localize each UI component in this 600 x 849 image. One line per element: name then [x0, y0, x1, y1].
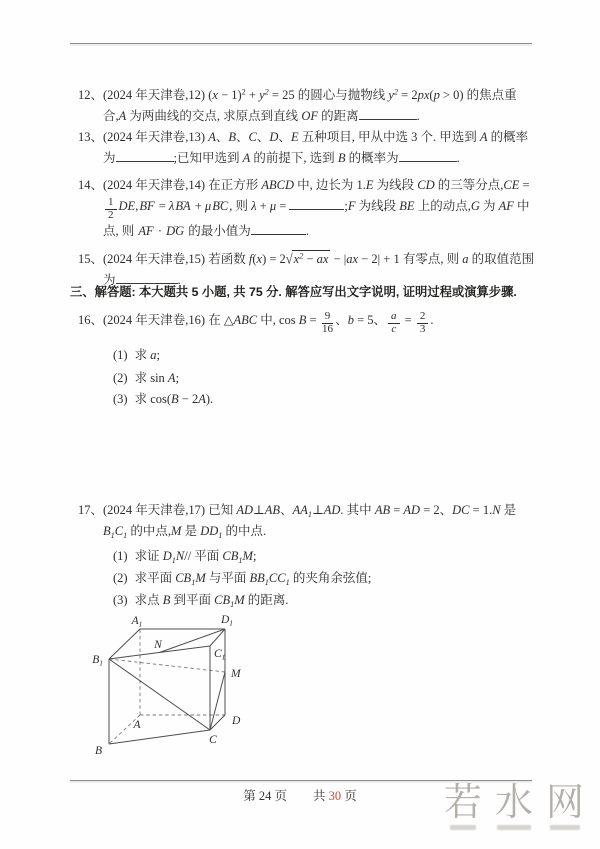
fraction: [417, 311, 429, 335]
math-var: $CB_1$: [222, 549, 243, 565]
math-var: G: [470, 199, 480, 213]
question-text: [135, 568, 570, 589]
question: [78, 500, 538, 542]
text-run: ) = 2: [262, 252, 286, 266]
math-var: μ: [204, 199, 212, 213]
math-var: A: [479, 130, 488, 144]
text-run: 中点, 则: [103, 199, 530, 238]
radicand: [292, 250, 331, 266]
text-run: ).: [205, 392, 214, 406]
math-var: $CB_1$: [175, 571, 196, 587]
math-var: B: [171, 392, 179, 406]
subscript: 1: [218, 530, 223, 540]
vertex-label: $B_1$: [92, 654, 103, 668]
math-var: B: [162, 593, 171, 607]
watermark-char: 若: [444, 782, 483, 824]
vertex-label: B: [94, 745, 102, 757]
fraction-denominator: c: [391, 322, 397, 335]
text-run: (2024 年天津卷,13): [103, 130, 209, 144]
math-var: $C_1$: [114, 524, 128, 540]
superscript: 2: [299, 251, 304, 261]
fraction-numerator: 1: [105, 197, 117, 210]
vector: DG →: [166, 221, 184, 242]
text-run: 的距离.: [244, 593, 289, 607]
math-var: b: [347, 313, 354, 327]
total-pages-number: 30: [328, 789, 342, 803]
math-var: λ: [168, 199, 175, 213]
fraction: [322, 311, 334, 335]
text-run: 、: [215, 130, 229, 144]
math-var: M: [234, 593, 245, 607]
subscript: 1: [264, 577, 269, 587]
question-text: [135, 546, 570, 567]
superscript: 2: [393, 87, 399, 97]
text-run: . 其中: [340, 503, 375, 517]
math-var: μ: [269, 199, 277, 213]
question-number: (2): [113, 571, 128, 585]
text-run: = 2: [398, 88, 418, 102]
text-run: 求 sin: [134, 371, 168, 385]
math-var: A: [242, 151, 251, 165]
math-var: E: [290, 130, 299, 144]
text-run: =: [519, 178, 530, 192]
text-run: ;: [173, 151, 178, 165]
text-run: (: [252, 252, 257, 266]
text-run: = 1.: [469, 503, 493, 517]
sqrt-expression: [286, 252, 331, 266]
prism-svg: [88, 612, 258, 764]
watermark-column: [546, 783, 584, 830]
vertex-label: N: [154, 639, 162, 651]
total-prefix: 共: [312, 789, 329, 803]
question-number: (1): [113, 348, 128, 362]
question-number: 13、: [78, 130, 104, 144]
fraction-numerator: 2: [417, 311, 429, 324]
text-run: (2024 年天津卷,14) 在正方形: [103, 178, 262, 192]
question-number: 16、: [78, 313, 104, 327]
header-rule: [70, 43, 532, 44]
math-var: x: [256, 252, 263, 266]
vertex-label: $C_1$: [214, 648, 226, 662]
question: [78, 127, 538, 169]
text-run: 求: [134, 348, 151, 362]
text-run: // 平面: [184, 549, 223, 563]
fraction: [105, 197, 117, 221]
text-run: 的最小值为: [185, 223, 251, 238]
question: [78, 310, 538, 335]
text-run: 是: [181, 524, 201, 538]
text-run: 五种项目, 甲从中选 3 个. 甲选到: [298, 130, 480, 144]
text-run: 的概率为: [103, 130, 529, 165]
text-run: 、: [236, 130, 249, 144]
figure-edge: [210, 672, 225, 730]
text-run: (2024 年天津卷,17) 已知: [103, 503, 237, 517]
math-var: DC: [452, 503, 470, 517]
fraction-numerator: 9: [322, 311, 334, 324]
math-var: AF: [498, 199, 514, 213]
question: [78, 85, 538, 127]
question-text: [135, 590, 570, 611]
text-run: − 1)$^2$: [217, 87, 246, 102]
math-var: ABC: [233, 313, 258, 327]
vector: BF →: [139, 196, 154, 217]
text-run: .: [430, 313, 434, 327]
text-run: , 则: [229, 199, 252, 213]
text-run: 已知甲选到: [177, 151, 243, 165]
text-run: 中, cos: [257, 313, 299, 327]
question-number: (2): [113, 371, 128, 385]
math-var: $BB_1$: [249, 571, 269, 587]
question: [78, 175, 538, 242]
vertex-label: D: [232, 715, 241, 727]
math-var: OF: [301, 109, 318, 123]
text-run: ,: [135, 199, 139, 213]
text-run: ⊥: [253, 503, 265, 517]
radical-sign: √: [285, 251, 293, 267]
math-var: A: [118, 109, 127, 123]
watermark: [444, 783, 584, 830]
text-run: 的取值范围为: [103, 252, 535, 287]
answer-blank: [359, 107, 417, 120]
math-var: $CC_1$: [268, 571, 290, 587]
question-number: 12、: [78, 88, 104, 102]
text-run: =: [276, 199, 290, 213]
figure-hidden-edge: [109, 659, 225, 672]
watermark-char: 水: [495, 782, 534, 824]
math-var: BE: [399, 199, 415, 213]
question-text: [103, 500, 538, 542]
text-run: 的前提下, 选到: [250, 151, 338, 165]
text-run: =: [401, 313, 415, 327]
text-run: = 5、: [353, 313, 387, 327]
math-var: A: [198, 392, 206, 406]
total-suffix: 页: [341, 789, 357, 803]
fraction-denominator: 3: [419, 322, 426, 335]
text-run: ;: [175, 371, 180, 385]
question-number: (3): [113, 593, 128, 607]
question-text: [103, 127, 538, 169]
text-run: 是: [500, 503, 517, 517]
math-var: $y^2$: [259, 87, 269, 102]
math-var: CD: [417, 178, 435, 192]
subscript: 1: [285, 577, 290, 587]
math-var: $y^2$: [388, 87, 399, 102]
sub-question: [113, 345, 570, 366]
text-run: ·: [154, 223, 166, 238]
vertex-label: $D_1$: [220, 614, 234, 628]
text-run: (2024 年天津卷,15) 若函数: [103, 252, 249, 266]
question-text: [103, 175, 538, 242]
text-run: − 2: [178, 392, 199, 406]
text-run: (: [429, 88, 434, 102]
text-run: ⊥: [311, 503, 324, 517]
text-run: =: [390, 503, 404, 517]
footer-rule: [70, 780, 532, 781]
text-run: 中, 边长为 1.: [293, 178, 366, 192]
math-var: x: [212, 88, 218, 102]
text-run: 为线段: [373, 178, 418, 192]
text-run: .: [456, 151, 460, 165]
math-var: a: [150, 348, 157, 362]
text-run: 、: [256, 130, 270, 144]
text-run: 求 cos(: [134, 392, 172, 406]
math-var: B: [298, 313, 307, 327]
text-run: 求证: [134, 549, 163, 563]
math-var: M: [242, 549, 253, 563]
section-header: 三、解答题: 本大题共 5 小题, 共 75 分. 解答应写出文字说明, 证明过程或演算步骤.: [70, 285, 517, 299]
math-var: ax: [346, 252, 359, 266]
subscript: 1: [238, 555, 243, 565]
text-run: .: [416, 109, 420, 123]
subscript: 1: [191, 577, 196, 587]
vector: AF →: [138, 221, 153, 242]
fraction-denominator: 16: [321, 322, 333, 335]
sub-question: [113, 546, 570, 567]
superscript: 2: [241, 87, 246, 97]
text-run: 、: [335, 313, 348, 327]
math-var: B: [337, 151, 346, 165]
math-var: F: [347, 199, 356, 213]
math-var: M: [195, 571, 206, 585]
text-run: 为两曲线的交点, 求原点到直线: [126, 109, 302, 123]
watermark-char: 网: [546, 782, 585, 824]
watermark-column: [495, 783, 533, 830]
fraction-numerator: a: [388, 311, 400, 324]
question-number: (1): [113, 549, 128, 563]
text-run: 与平面: [205, 571, 250, 585]
fraction: [388, 311, 400, 335]
total-pages-label: [313, 789, 357, 803]
math-var: f: [248, 252, 253, 266]
question-number: (3): [113, 392, 128, 406]
math-var: A: [167, 371, 176, 385]
fraction-denominator: 2: [108, 208, 114, 221]
figure-edge: [109, 659, 210, 730]
math-var: λ: [251, 199, 257, 213]
watermark-column: [444, 783, 482, 830]
math-var: N: [492, 503, 501, 517]
text-run: = 2、: [420, 503, 453, 517]
text-run: =: [155, 199, 169, 213]
text-run: 的距离: [317, 109, 359, 123]
math-var: M: [171, 524, 182, 538]
math-var: p: [433, 88, 440, 102]
answer-blank: [251, 222, 306, 235]
math-var: a: [462, 252, 469, 266]
question-text: [135, 368, 570, 389]
question-number: 17、: [78, 503, 104, 517]
watermark-subtext: [497, 825, 531, 830]
text-run: −: [303, 252, 317, 266]
math-var: AB: [264, 503, 281, 517]
vertex-label: M: [231, 668, 241, 680]
question-text: [135, 345, 570, 366]
text-run: 的中点,: [127, 524, 172, 538]
math-var: $DD_1$: [200, 524, 223, 540]
text-run: +: [245, 88, 260, 102]
math-var: N: [175, 549, 185, 563]
text-run: − |: [330, 252, 347, 266]
text-run: .: [305, 223, 309, 238]
sub-question: [113, 590, 570, 611]
text-run: =: [306, 313, 320, 327]
text-run: 的概率为: [345, 151, 399, 165]
text-run: − 2| + 1 有零点, 则: [358, 252, 463, 266]
subscript: 1: [307, 509, 312, 519]
question-number: 14、: [78, 178, 104, 192]
math-var: ax: [316, 252, 329, 266]
figure-edge: [109, 629, 140, 659]
vector: BC →: [212, 196, 228, 217]
superscript: 2: [264, 87, 269, 97]
question-text: [135, 389, 570, 410]
text-run: 的三等分点,: [434, 178, 504, 192]
math-var: DE: [118, 199, 136, 213]
subscript: 1: [123, 530, 128, 540]
text-run: ;: [156, 348, 160, 362]
question-text: [103, 85, 538, 127]
answer-blank: [116, 149, 174, 162]
text-run: = 25 的圆心与抛物线: [268, 88, 389, 102]
math-var: CE: [503, 178, 520, 192]
math-var: $CB_1$: [214, 593, 235, 609]
text-run: 为线段: [355, 199, 400, 213]
math-var: px: [417, 88, 430, 102]
text-run: ;: [252, 549, 257, 563]
subscript: 1: [110, 530, 115, 540]
text-run: 的中点.: [222, 524, 267, 538]
text-run: 求平面: [134, 571, 176, 585]
sub-question: [113, 568, 570, 589]
math-var: C: [248, 130, 257, 144]
vertex-label: C: [209, 734, 217, 746]
subscript: 1: [171, 555, 176, 565]
text-run: +: [191, 199, 205, 213]
text-run: .: [177, 273, 181, 287]
vertex-label: $A_1$: [131, 615, 143, 629]
question-text: [103, 310, 538, 335]
math-var: $x^2$: [293, 251, 304, 266]
math-var: $B_1$: [103, 524, 115, 540]
text-run: > 0) 的焦点重合,: [103, 88, 517, 123]
text-run: 求点: [134, 593, 163, 607]
sub-question: [113, 389, 570, 410]
math-var: $AA_1$: [292, 503, 312, 519]
text-run: 、: [280, 503, 293, 517]
text-run: 的夹角余弦值;: [289, 571, 372, 585]
math-var: AD: [323, 503, 341, 517]
text-run: 、: [278, 130, 291, 144]
math-var: E: [365, 178, 374, 192]
math-var: ABCD: [261, 178, 294, 192]
answer-blank: [399, 149, 457, 162]
question-number: 15、: [78, 252, 104, 266]
math-var: $D_1$: [162, 549, 176, 565]
text-run: 到平面: [170, 593, 215, 607]
math-var: AB: [374, 503, 391, 517]
answer-blank: [289, 197, 344, 210]
math-var: AD: [236, 503, 254, 517]
watermark-subtext: [450, 825, 476, 830]
vector: BA →: [175, 196, 190, 217]
text-run: (2024 年天津卷,16) 在 △: [103, 313, 234, 327]
math-var: A: [208, 130, 216, 144]
text-run: 为: [479, 199, 499, 213]
figure-edge: [109, 730, 210, 744]
sub-question: [113, 368, 570, 389]
math-var: D: [269, 130, 279, 144]
text-run: 上的动点,: [414, 199, 471, 213]
text-run: +: [256, 199, 270, 213]
text-run: (2024 年天津卷,12) (: [103, 88, 213, 102]
current-page-label: 第 24 页: [243, 789, 287, 803]
subscript: 1: [230, 599, 235, 609]
math-var: B: [228, 130, 237, 144]
math-var: AD: [403, 503, 421, 517]
text-run: ;: [344, 199, 348, 213]
prism-figure: [88, 612, 258, 769]
vertex-label: A: [133, 719, 141, 731]
watermark-subtext: [550, 825, 580, 830]
